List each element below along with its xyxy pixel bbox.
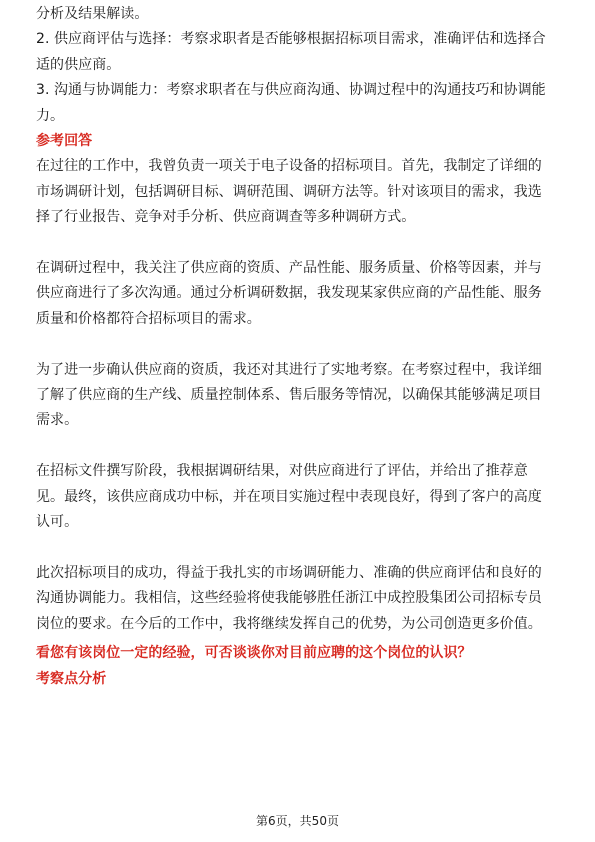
answer-heading: 参考回答 [36, 133, 93, 150]
list-item-2-line-2: 适的供应商。 [36, 56, 121, 73]
document-body [36, 2, 560, 692]
page-number: 第6页，共50页 [256, 814, 339, 828]
answer-paragraph-4 [36, 459, 560, 535]
paragraph-line: 在过往的工作中，我曾负责一项关于电子设备的招标项目。首先，我制定了详细的 [36, 158, 542, 175]
answer-paragraph-5 [36, 561, 560, 637]
answer-paragraph-2 [36, 256, 560, 332]
paragraph-line: 质量和价格都符合招标项目的需求。 [36, 310, 261, 327]
list-item-3-line-1: 3. 沟通与协调能力：考察求职者在与供应商沟通、协调过程中的沟通技巧和协调能 [36, 82, 546, 99]
analysis-heading: 考察点分析 [36, 670, 107, 687]
paragraph-line: 在招标文件撰写阶段，我根据调研结果，对供应商进行了评估，并给出了推荐意 [36, 463, 528, 480]
paragraph-line: 需求。 [36, 412, 79, 429]
next-question: 看您有该岗位一定的经验，可否谈谈你对目前应聘的这个岗位的认识？ [36, 645, 472, 662]
paragraph-gap [36, 434, 560, 459]
paragraph-gap [36, 332, 560, 357]
paragraph-gap [36, 231, 560, 256]
answer-paragraph-3 [36, 358, 560, 434]
paragraph-gap [36, 535, 560, 560]
paragraph-line: 此次招标项目的成功，得益于我扎实的市场调研能力、准确的供应商评估和良好的 [36, 564, 542, 581]
paragraph-line: 认可。 [36, 514, 79, 531]
paragraph-line: 见。最终，该供应商成功中标，并在项目实施过程中表现良好，得到了客户的高度 [36, 488, 542, 505]
paragraph-line: 了解了供应商的生产线、质量控制体系、售后服务等情况，以确保其能够满足项目 [36, 387, 542, 404]
list-item-2-line-1: 2. 供应商评估与选择：考察求职者是否能够根据招标项目需求，准确评估和选择合 [36, 31, 546, 48]
paragraph-line: 择了行业报告、竞争对手分析、供应商调查等多种调研方式。 [36, 209, 416, 226]
paragraph-line: 供应商进行了多次沟通。通过分析调研数据，我发现某家供应商的产品性能、服务 [36, 285, 542, 302]
paragraph-line: 在调研过程中，我关注了供应商的资质、产品性能、服务质量、价格等因素，并与 [36, 260, 542, 277]
answer-paragraph-1 [36, 154, 560, 230]
paragraph-line: 市场调研计划，包括调研目标、调研范围、调研方法等。针对该项目的需求，我选 [36, 183, 542, 200]
list-item-3-line-2: 力。 [36, 107, 65, 124]
paragraph-line: 为了进一步确认供应商的资质，我还对其进行了实地考察。在考察过程中，我详细 [36, 361, 542, 378]
paragraph-line: 沟通协调能力。我相信，这些经验将使我能够胜任浙江中成控股集团公司招标专员 [36, 590, 542, 607]
intro-line: 分析及结果解读。 [36, 6, 149, 22]
paragraph-line: 岗位的要求。在今后的工作中，我将继续发挥自己的优势，为公司创造更多价值。 [36, 615, 542, 632]
